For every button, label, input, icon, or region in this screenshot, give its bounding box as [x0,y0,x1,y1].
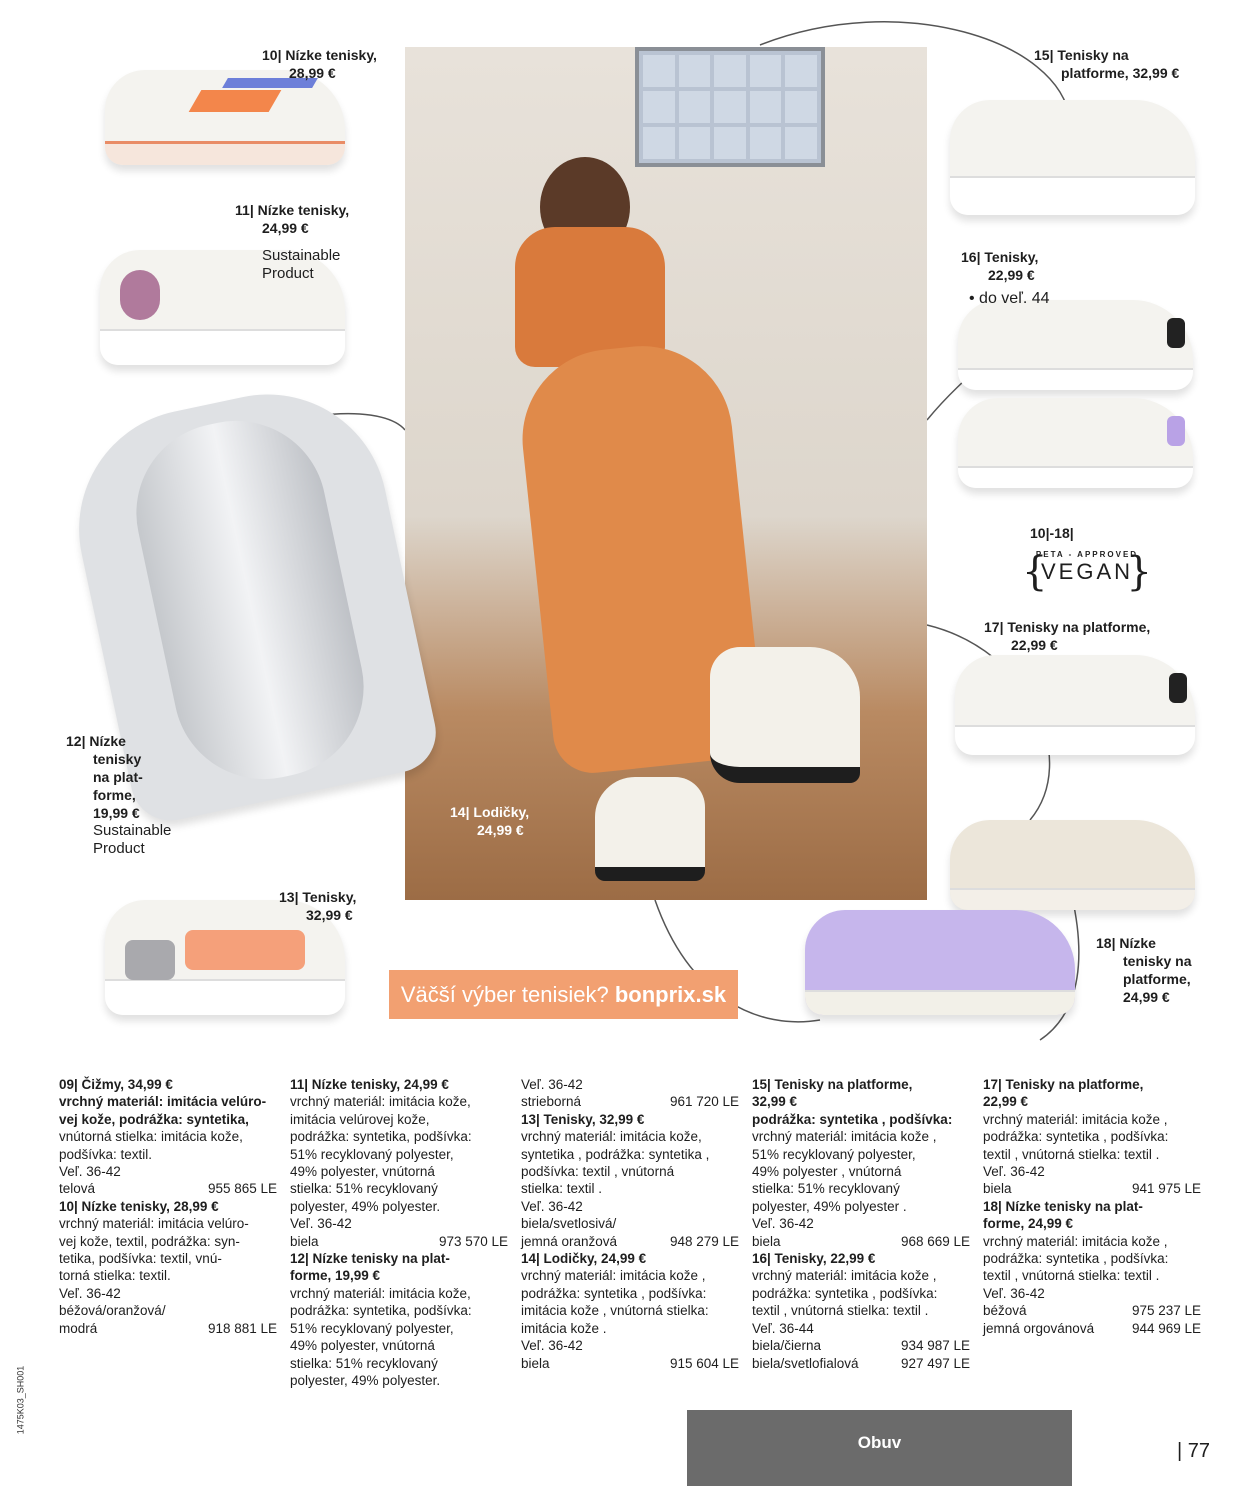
product-entry [59,1198,277,1337]
variant-code: 948 279 LE [669,1233,739,1249]
product-detail: biela/svetlosivá/ [521,1216,617,1232]
shoe-16b-image [958,398,1193,488]
callout-name-line: tenisky [93,751,142,767]
product-detail: 49% polyester, vnútorná [290,1338,435,1354]
callout-price: 28,99 € [289,65,336,81]
product-material: vrchný materiál: imitácia velúro- [59,1094,267,1110]
callout-num: 14 [450,804,466,820]
product-detail: vrchný materiál: imitácia kože , [983,1233,1168,1249]
product-heading: 18| Nízke tenisky na plat- [983,1198,1143,1214]
callout-price: 22,99 € [1011,637,1058,653]
product-variant-row [521,1233,739,1250]
callout-num: 13 [279,889,295,905]
product-heading: 11| Nízke tenisky, 24,99 € [290,1077,449,1092]
product-detail: imitácia kože . [521,1320,607,1336]
variant-color: strieborná [521,1094,582,1110]
product-detail: vrchný materiál: imitácia kože , [521,1268,706,1284]
product-detail: polyester, 49% polyester . [752,1198,907,1214]
product-entry [59,1076,277,1198]
callout-name: Nízke [89,733,126,749]
product-variant-row [752,1337,970,1354]
variant-code: 961 720 LE [669,1094,739,1110]
product-detail: vrchný materiál: imitácia kože, [521,1129,702,1145]
product-variant-row [290,1233,508,1250]
callout-num: 15 [1034,47,1050,63]
product-variant-row [59,1320,277,1337]
product-detail: Veľ. 36-42 [521,1338,583,1354]
callout-name: Lodičky, [473,804,530,820]
product-detail: tetika, podšívka: textil, vnú- [59,1251,222,1267]
product-heading: 17| Tenisky na platforme, [983,1077,1144,1092]
product-variant-row [983,1180,1201,1197]
product-detail: Veľ. 36-42 [983,1164,1045,1180]
product-detail: podrážka: syntetika , podšívka: [983,1129,1169,1145]
variant-color: béžová [983,1303,1027,1319]
callout-note: Sustainable [262,247,341,264]
banner-link[interactable]: bonprix.sk [614,982,727,1007]
callout-name: Nízke tenisky, [257,202,350,218]
product-heading: forme, 24,99 € [983,1216,1074,1232]
product-variant-row [983,1320,1201,1337]
product-heading: 09| Čižmy, 34,99 € [59,1077,173,1092]
product-heading: 13| Tenisky, 32,99 € [521,1111,645,1127]
product-detail: vej kože, textil, podrážka: syn- [59,1233,240,1249]
product-detail: Veľ. 36-42 [983,1285,1045,1301]
peta-label: PETA - APPROVED [1035,550,1139,559]
product-entry [983,1198,1201,1337]
callout-price: platforme, 32,99 € [1061,65,1180,81]
callout-num: 10 [262,47,278,63]
variant-code: 955 865 LE [207,1181,277,1197]
loafer-ground [595,777,705,881]
product-detail: vrchný materiál: imitácia kože, [290,1285,471,1301]
product-heading: forme, 19,99 € [290,1268,381,1284]
product-detail: syntetika , podrážka: syntetika , [521,1146,710,1162]
shoe-18b-image [805,910,1075,1015]
product-detail: podrážka: syntetika , podšívka: [521,1285,707,1301]
product-column-2 [290,1076,508,1389]
variant-code: 968 669 LE [900,1233,970,1249]
callout-price: 19,99 € [93,805,140,821]
product-detail: textil , vnútorná stielka: textil . [752,1303,929,1319]
callout-note: Product [262,265,314,282]
product-detail: 49% polyester, vnútorná [290,1164,435,1180]
variant-color: biela [983,1181,1012,1197]
product-detail: podrážka: syntetika, podšívka: [290,1129,472,1145]
variant-color: biela/čierna [752,1338,822,1354]
callout-price: 24,99 € [477,822,524,838]
variant-code: 915 604 LE [669,1355,739,1371]
product-detail: stielka: 51% recyklovaný [290,1181,438,1197]
product-detail: polyester, 49% polyester. [290,1198,441,1214]
variant-color: biela/svetlofialová [752,1355,859,1371]
product-detail: Veľ. 36-42 [59,1164,121,1180]
variant-color: biela [521,1355,550,1371]
product-detail: vrchný materiál: imitácia kože , [983,1111,1168,1127]
callout-num: 11 [235,202,250,218]
product-detail: podšívka: textil , vnútorná [521,1164,675,1180]
product-column-3 [521,1076,739,1372]
callout-name: Tenisky na [1057,47,1129,63]
product-detail: textil , vnútorná stielka: textil . [983,1268,1160,1284]
callout-name-line: na plat- [93,769,143,785]
bonprix-banner[interactable] [389,970,738,1019]
variant-color: telová [59,1181,96,1197]
product-detail: 49% polyester , vnútorná [752,1164,902,1180]
product-detail: vrchný materiál: imitácia kože , [752,1268,937,1284]
product-entry [983,1076,1201,1198]
callout-14: 14| Lodičky, 24,99 € [450,804,530,838]
variant-color: modrá [59,1320,98,1336]
product-detail: vnútorná stielka: imitácia kože, [59,1129,243,1145]
callout-name: Tenisky, [302,889,357,905]
callout-10: 10| Nízke tenisky, 28,99 € [262,47,377,81]
product-detail: stielka: textil . [521,1181,603,1197]
loafer-raised [710,647,860,783]
product-detail: stielka: 51% recyklovaný [752,1181,900,1197]
callout-num: 16 [961,249,977,265]
callout-note: • do veľ. 44 [969,290,1050,307]
variant-code: 941 975 LE [1131,1181,1201,1197]
callout-num: 17 [984,619,1000,635]
product-column-1 [59,1076,277,1337]
shoe-18a-image [950,820,1195,910]
product-variant-row [752,1355,970,1372]
product-entry [290,1250,508,1389]
product-column-5 [983,1076,1201,1337]
product-detail: imitácia velúrovej kože, [290,1111,430,1127]
product-detail: 51% recyklovaný polyester, [290,1320,454,1336]
product-entry [752,1076,970,1250]
callout-11: 11| Nízke tenisky, 24,99 € Sustainable Product [235,202,350,282]
product-material: vej kože, podrážka: syntetika, [59,1111,249,1127]
variant-color: jemná oranžová [521,1233,618,1249]
callout-17: 17| Tenisky na platforme, 22,99 € [984,619,1151,653]
callout-15: 15| Tenisky na platforme, 32,99 € [1034,47,1180,81]
product-detail: stielka: 51% recyklovaný [290,1355,438,1371]
product-detail: vrchný materiál: imitácia kože , [752,1129,937,1145]
callout-name-line: tenisky na [1123,953,1192,969]
variant-color: jemná orgovánová [983,1320,1095,1336]
variant-color: biela [752,1233,781,1249]
peta-vegan-badge: { PETA - APPROVED VEGAN } [1022,549,1152,595]
product-detail: podrážka: syntetika , podšívka: [752,1285,938,1301]
callout-price: 32,99 € [306,907,353,923]
callout-12: 12| Nízke tenisky na plat- forme, 19,99 € Sustainable Product [66,733,172,857]
variant-color: biela [290,1233,319,1249]
shoe-16a-image [958,300,1193,390]
product-heading: 22,99 € [983,1094,1029,1110]
product-detail: torná stielka: textil. [59,1268,171,1284]
variant-code: 927 497 LE [900,1355,970,1371]
shoe-10-image [105,70,345,165]
callout-name-line: forme, [93,787,136,803]
callout-price: 24,99 € [1123,989,1170,1005]
product-heading: 12| Nízke tenisky na plat- [290,1251,450,1267]
callout-price: 24,99 € [262,220,309,236]
product-detail: 51% recyklovaný polyester, [290,1146,454,1162]
vegan-word: VEGAN [1040,559,1134,584]
product-entry [521,1250,739,1372]
shoe-15-image [950,100,1195,215]
product-heading: 15| Tenisky na platforme, [752,1077,913,1092]
product-heading: 10| Nízke tenisky, 28,99 € [59,1198,219,1214]
product-entry [290,1076,508,1250]
product-detail: vrchný materiál: imitácia velúro- [59,1216,249,1232]
callout-num: 12 [66,733,82,749]
product-detail: polyester, 49% polyester. [290,1372,441,1388]
product-variant-row [521,1093,739,1110]
callout-18: 18| Nízke tenisky na platforme, 24,99 € [1096,935,1192,1005]
product-detail: Veľ. 36-42 [59,1285,121,1301]
vegan-range: 10|-18| [1030,525,1074,541]
product-variant-row [521,1355,739,1372]
callout-name: Tenisky, [984,249,1039,265]
product-detail: textil , vnútorná stielka: textil . [983,1146,1160,1162]
variant-code: 944 969 LE [1131,1320,1201,1336]
variant-code: 918 881 LE [207,1320,277,1336]
callout-note: Product [93,840,145,857]
callout-13: 13| Tenisky, 32,99 € [279,889,357,923]
product-variant-row [59,1180,277,1197]
product-heading: 32,99 € [752,1094,798,1110]
product-detail: 51% recyklovaný polyester, [752,1146,916,1162]
product-detail: Veľ. 36-42 [521,1198,583,1214]
product-detail: podšívka: textil. [59,1146,153,1162]
page-number: | 77 [1177,1440,1210,1462]
glass-block-window [635,47,825,167]
product-detail: Veľ. 36-44 [752,1320,814,1336]
shoe-17-image [955,655,1195,755]
callout-name: Tenisky na platforme, [1007,619,1151,635]
callout-name-line: platforme, [1123,971,1191,987]
callout-name: Nízke [1119,935,1156,951]
product-detail: podrážka: syntetika , podšívka: [983,1251,1169,1267]
product-entry [521,1076,739,1111]
product-material: podrážka: syntetika , podšívka: [752,1111,953,1127]
product-detail: vrchný materiál: imitácia kože, [290,1094,471,1110]
product-detail: béžová/oranžová/ [59,1303,166,1319]
product-detail: podrážka: syntetika, podšívka: [290,1303,472,1319]
product-detail: Veľ. 36-42 [290,1216,352,1232]
callout-name: Nízke tenisky, [285,47,377,63]
product-heading: 14| Lodičky, 24,99 € [521,1251,647,1267]
callout-note: Sustainable [93,822,172,839]
catalog-code: 1475K03_SH001 [15,1365,26,1435]
product-detail: Veľ. 36-42 [521,1077,583,1092]
variant-code: 973 570 LE [438,1233,508,1249]
product-column-4 [752,1076,970,1372]
callout-num: 18 [1096,935,1112,951]
variant-code: 975 237 LE [1131,1303,1201,1319]
product-entry [752,1250,970,1372]
model-photo [405,47,927,900]
product-detail: Veľ. 36-42 [752,1216,814,1232]
section-tab-obuv[interactable]: Obuv [687,1410,1072,1486]
callout-16: 16| Tenisky, 22,99 € • do veľ. 44 [961,249,1050,307]
product-variant-row [752,1233,970,1250]
callout-price: 22,99 € [988,267,1035,283]
product-heading: 16| Tenisky, 22,99 € [752,1251,876,1267]
product-variant-row [983,1302,1201,1319]
product-entry [521,1111,739,1250]
product-detail: imitácia kože , vnútorná stielka: [521,1303,709,1319]
variant-code: 934 987 LE [900,1338,970,1354]
banner-text: Väčší výber tenisiek? [400,982,615,1007]
